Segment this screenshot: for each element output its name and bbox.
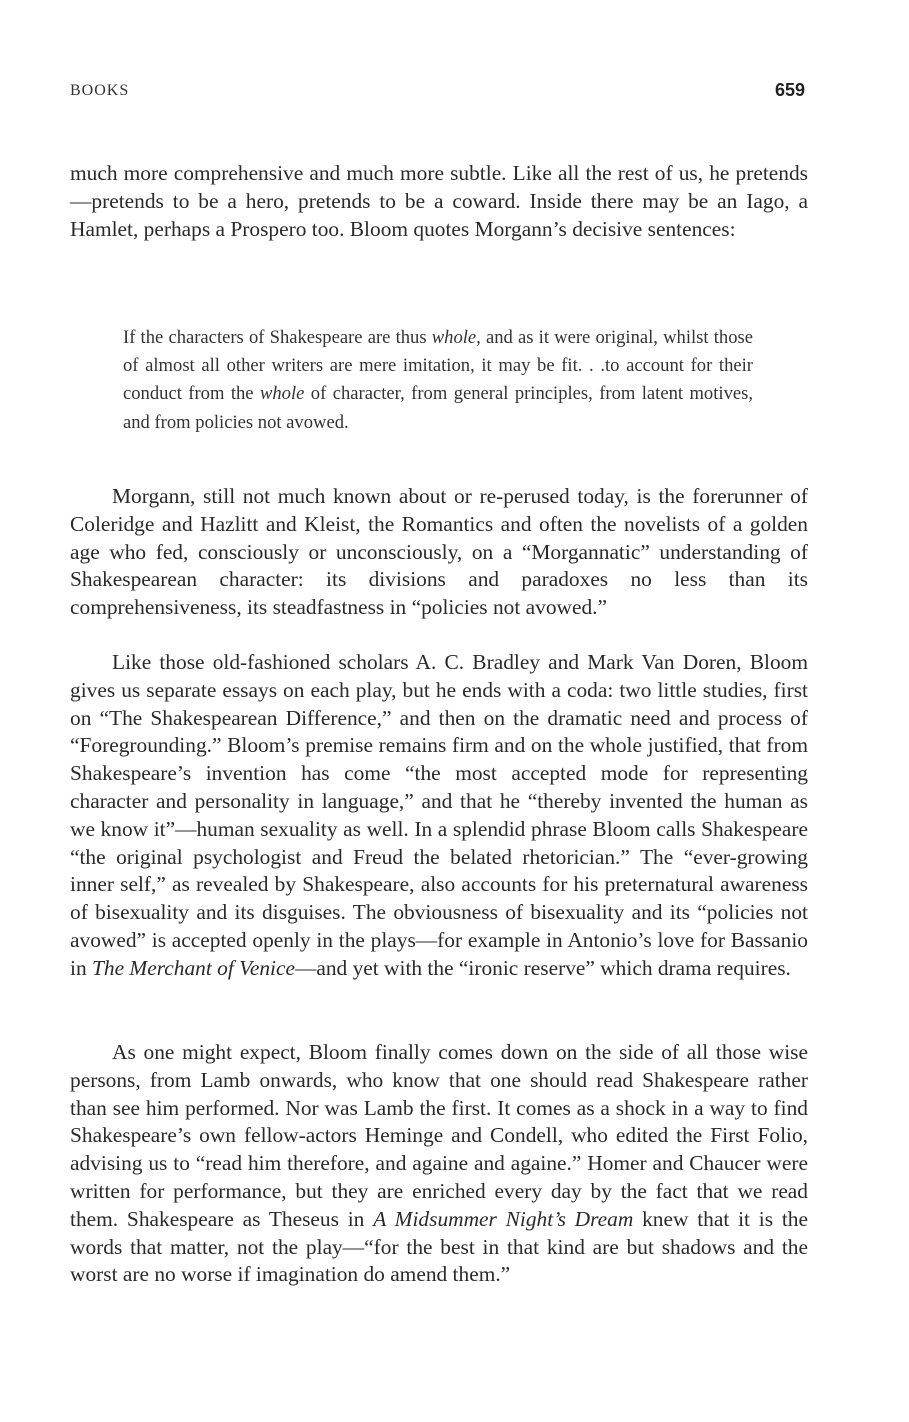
paragraph-3 — [70, 649, 808, 983]
block-quote — [123, 324, 753, 437]
quote-text: and as it were original, whilst those of almost all other writers are mere imitation, it may be fit. . .to account for their conduct from the — [123, 327, 753, 405]
paragraph-text: —and yet with the “ironic reserve” which drama requires. — [294, 955, 791, 980]
quote-italic-word: whole, — [431, 327, 481, 348]
italic-title: A Midsummer Night’s Dream — [373, 1206, 634, 1231]
paragraph-2: Morgann, still not much known about or re-perused today, is the forerunner of Coleridge and Hazlitt and Kleist, the Romantics and often the novelists of a golden age who fed, consciously or unconsciously, on a “Morgannatic” understanding of Shakespearean character: its divisions and paradoxes no less than its comprehensiveness, its steadfastness in “policies not avowed.” — [70, 484, 808, 620]
paragraph-4 — [70, 1039, 808, 1289]
paragraph-text: As one might expect, Bloom finally comes down on the side of all those wise persons, from Lamb onwards, who know that one should read Shakespeare rather than see him performed. Nor was Lamb the first. It comes as a shock in a way to find Shakespeare’s own fellow-actors Heminge and Condell, who edited the First Folio, advising us to “read him therefore, and againe and againe.” Homer and Chaucer were written for performance, but they are enriched every day by the fact that we read them. Shakespeare as Theseus in — [70, 1040, 808, 1231]
running-head: BOOKS — [70, 82, 130, 99]
quote-italic-word: whole — [259, 383, 305, 405]
quote-text: of character, from general principles, from latent motives, and from policies not avowed. — [123, 383, 753, 433]
paragraph-1: much more comprehensive and much more subtle. Like all the rest of us, he pretends—pretends to be a hero, pretends to be a coward. Inside there may be an Iago, a Hamlet, perhaps a Prospero too. Bloom quotes Morgann’s decisive sentences: — [70, 161, 808, 241]
italic-title: The Merchant of Venice — [92, 955, 295, 980]
paragraph-text: Like those old-fashioned scholars A. C. Bradley and Mark Van Doren, Bloom gives us separate essays on each play, but he ends with a coda: two little studies, first on “The Shakespearean Difference,” and then on the dramatic need and process of “Foregrounding.” Bloom’s premise remains firm and on the whole justified, that from Shakespeare’s invention has come “the most accepted mode for representing character and personality in language,” and that he “thereby invented the human as we know it”—human sexuality as well. In a splendid phrase Bloom calls Shakespeare “the original psychologist and Freud the belated rhetorician.” The “ever-growing inner self,” as revealed by Shakespeare, also accounts for his preternatural awareness of bisexuality and its disguises. The obviousness of bisexuality and its “policies not avowed” is accepted openly in the plays—for example in Antonio’s love for Bassanio in — [70, 650, 808, 980]
quote-text: If the characters of Shakespeare are thus — [123, 327, 432, 348]
page-number: 659 — [774, 80, 805, 100]
paragraph-text: knew that it is the words that matter, not the play—“for the best in that kind are but shadows and the worst are no worse if imagination do amend them.” — [70, 1206, 808, 1287]
